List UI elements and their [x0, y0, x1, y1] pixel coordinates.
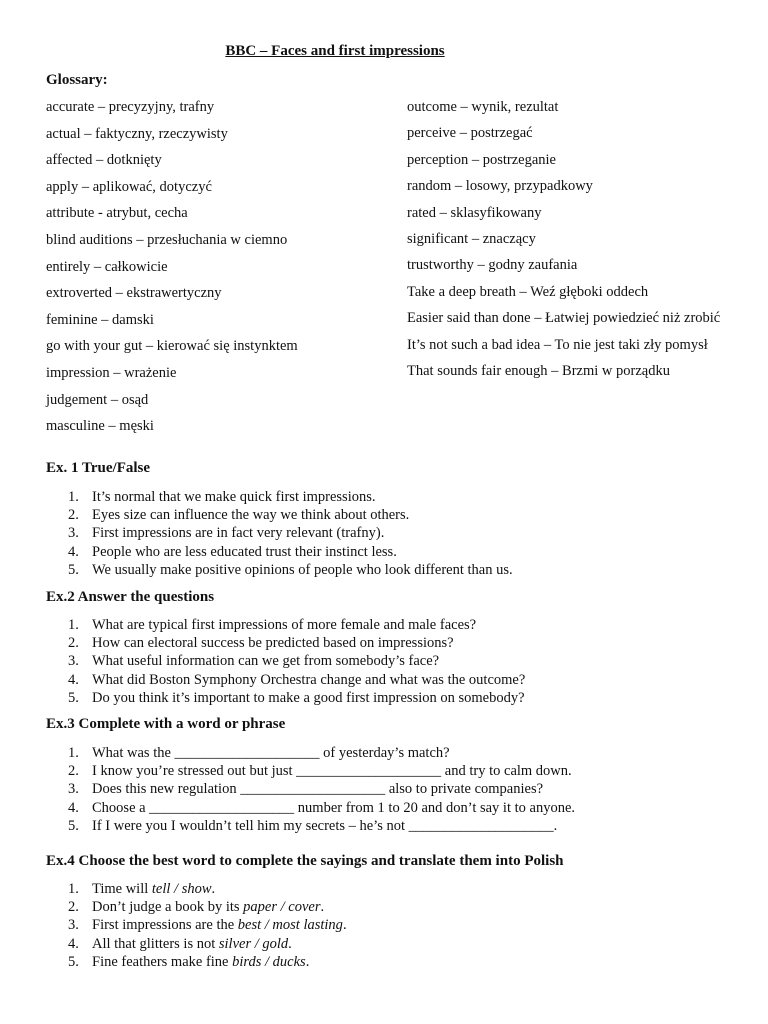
glossary-item: blind auditions – przesłuchania w ciemno [46, 231, 288, 248]
list-item: 1. What are typical first impressions of more female and male faces? [68, 617, 477, 633]
list-item: 5. We usually make positive opinions of people who look different than us. [68, 561, 513, 578]
glossary-item: It’s not such a bad idea – To nie jest taki zły pomysł [407, 336, 708, 353]
list-item: 5. Fine feathers make fine birds / ducks. [68, 953, 310, 970]
ex1-heading: Ex. 1 True/False [46, 460, 151, 476]
glossary-item: perception – postrzeganie [407, 151, 556, 168]
glossary-item: affected – dotknięty [46, 152, 162, 169]
list-item: 2. Eyes size can influence the way we think about others. [68, 507, 410, 524]
glossary-right-column [407, 99, 737, 389]
list-item: 1. What was the ____________________ of yesterday’s match? [68, 745, 450, 761]
list-item: 4. People who are less educated trust their instinct less. [68, 543, 397, 560]
glossary-left-column [46, 99, 376, 445]
glossary-item: masculine – męski [46, 418, 154, 435]
glossary-item: entirely – całkowicie [46, 258, 168, 275]
glossary-item: actual – faktyczny, rzeczywisty [46, 125, 228, 142]
list-item: 3. Does this new regulation ____________________ also to private companies? [68, 781, 544, 798]
ex3-heading: Ex.3 Complete with a word or phrase [46, 716, 286, 732]
list-item: 4. All that glitters is not silver / gold. [68, 935, 292, 952]
list-item: 2. I know you’re stressed out but just ____________________ and try to calm down. [68, 763, 572, 780]
ex1-list [68, 488, 513, 579]
list-item: 5. If I were you I wouldn’t tell him my secrets – he’s not ____________________. [68, 817, 558, 834]
list-item: 4. Choose a ____________________ number from 1 to 20 and don’t say it to anyone. [68, 799, 576, 816]
glossary-item: significant – znaczący [407, 230, 536, 247]
document-title: BBC – Faces and first impressions [225, 43, 445, 59]
glossary-item: attribute - atrybut, cecha [46, 205, 188, 222]
ex4-list [68, 880, 347, 971]
ex4-heading: Ex.4 Choose the best word to complete the sayings and translate them into Polish [46, 853, 564, 869]
glossary-item: judgement – osąd [46, 391, 149, 408]
glossary-item: perceive – postrzegać [407, 125, 533, 142]
glossary-item: trustworthy – godny zaufania [407, 257, 578, 274]
list-item: 4. What did Boston Symphony Orchestra change and what was the outcome? [68, 671, 526, 688]
list-item: 3. What useful information can we get from somebody’s face? [68, 653, 440, 670]
glossary-item: outcome – wynik, rezultat [407, 99, 559, 115]
glossary-item: accurate – precyzyjny, trafny [46, 99, 215, 115]
glossary-item: rated – sklasyfikowany [407, 204, 542, 221]
glossary-item: extroverted – ekstrawertyczny [46, 285, 222, 302]
ex2-heading: Ex.2 Answer the questions [46, 589, 215, 605]
list-item: 3. First impressions are the best / most lasting. [68, 917, 347, 934]
glossary-item: Take a deep breath – Weź głęboki oddech [407, 283, 649, 300]
list-item: 1. It’s normal that we make quick first impressions. [68, 489, 376, 505]
list-item: 5. Do you think it’s important to make a good first impression on somebody? [68, 689, 525, 706]
glossary-item: apply – aplikować, dotyczyć [46, 178, 212, 195]
glossary-item: random – losowy, przypadkowy [407, 178, 593, 195]
glossary-item: Easier said than done – Łatwiej powiedzieć niż zrobić [407, 310, 721, 327]
glossary-heading: Glossary: [46, 72, 108, 88]
list-item: 2. How can electoral success be predicted based on impressions? [68, 635, 454, 652]
glossary-item: go with your gut – kierować się instynktem [46, 338, 298, 355]
list-item: 1. Time will tell / show. [68, 881, 216, 897]
list-item: 3. First impressions are in fact very relevant (trafny). [68, 525, 385, 542]
glossary-item: impression – wrażenie [46, 364, 177, 381]
glossary-item: That sounds fair enough – Brzmi w porządku [407, 362, 670, 379]
list-item: 2. Don’t judge a book by its paper / cover. [68, 899, 325, 916]
glossary-item: feminine – damski [46, 311, 154, 328]
ex2-list [68, 616, 525, 707]
ex3-list [68, 744, 575, 835]
